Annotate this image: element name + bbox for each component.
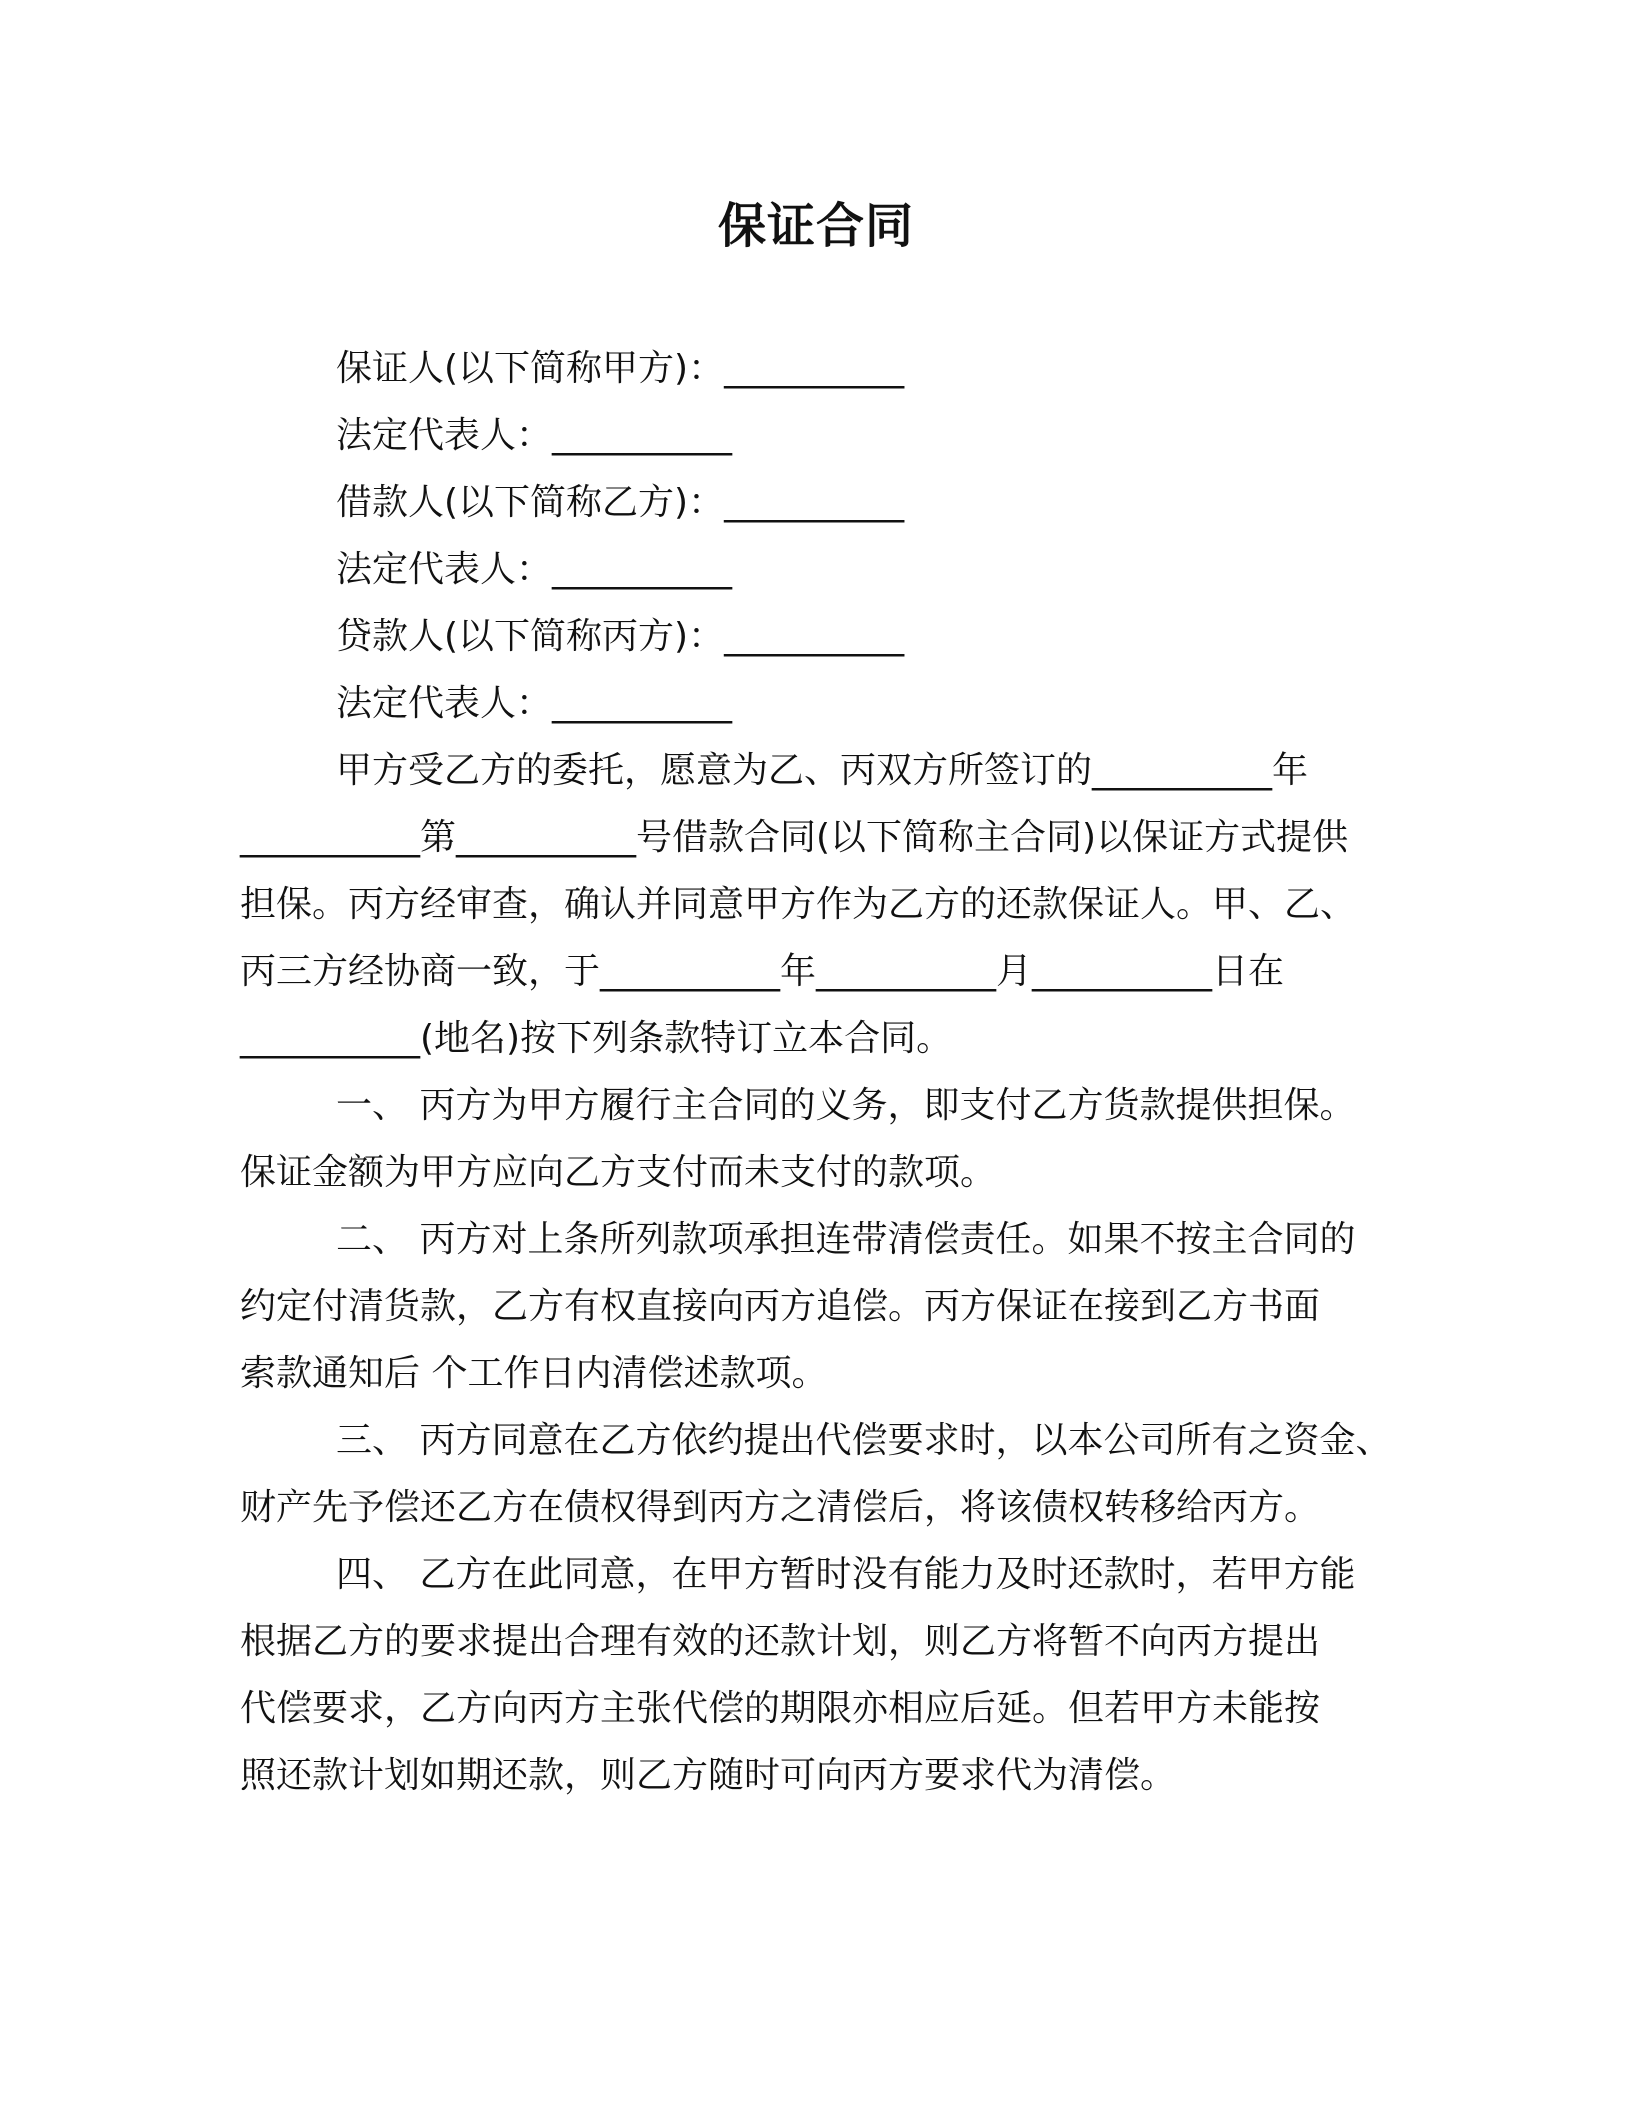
clause-4-line: 四、 乙方在此同意，在甲方暂时没有能力及时还款时，若甲方能: [336, 1554, 1356, 1595]
clause-1-line: 一、 丙方为甲方履行主合同的义务，即支付乙方货款提供担保。: [336, 1085, 1356, 1126]
party-guarantor: 保证人(以下简称甲方)：__________: [336, 348, 905, 389]
document-body: [240, 335, 1410, 1809]
clause-4-line: 代偿要求，乙方向丙方主张代偿的期限亦相应后延。但若甲方未能按: [240, 1688, 1321, 1729]
clause-2-line: 索款通知后 个工作日内清偿述款项。: [240, 1353, 828, 1394]
clause-4-line: 根据乙方的要求提出合理有效的还款计划，则乙方将暂不向丙方提出: [240, 1621, 1321, 1662]
intro-line: 丙三方经协商一致，于__________年__________月__________日在: [240, 951, 1285, 992]
intro-line: 甲方受乙方的委托，愿意为乙、丙双方所签订的__________年: [336, 750, 1309, 791]
clause-1-line: 保证金额为甲方应向乙方支付而未支付的款项。: [240, 1152, 997, 1193]
party-borrower-representative: 法定代表人：__________: [336, 549, 733, 590]
clause-2-line: 约定付清货款，乙方有权直接向丙方追偿。丙方保证在接到乙方书面: [240, 1286, 1321, 1327]
intro-line: 担保。丙方经审查，确认并同意甲方作为乙方的还款保证人。甲、乙、: [240, 884, 1357, 925]
clause-3-line: 财产先予偿还乙方在债权得到丙方之清偿后，将该债权转移给丙方。: [240, 1487, 1321, 1528]
party-lender-representative: 法定代表人：__________: [336, 683, 733, 724]
party-lender: 贷款人(以下简称丙方)：__________: [336, 616, 905, 657]
clause-2-line: 二、 丙方对上条所列款项承担连带清偿责任。如果不按主合同的: [336, 1219, 1356, 1260]
party-guarantor-representative: 法定代表人：__________: [336, 415, 733, 456]
intro-line: __________第__________号借款合同(以下简称主合同)以保证方式提供: [240, 817, 1349, 858]
clause-4-line: 照还款计划如期还款，则乙方随时可向丙方要求代为清偿。: [240, 1755, 1177, 1796]
document-title: 保证合同: [717, 198, 914, 254]
intro-line: __________(地名)按下列条款特订立本合同。: [240, 1018, 953, 1059]
party-borrower: 借款人(以下简称乙方)：__________: [336, 482, 905, 523]
clause-3-line: 三、 丙方同意在乙方依约提出代偿要求时，以本公司所有之资金、: [336, 1420, 1392, 1461]
